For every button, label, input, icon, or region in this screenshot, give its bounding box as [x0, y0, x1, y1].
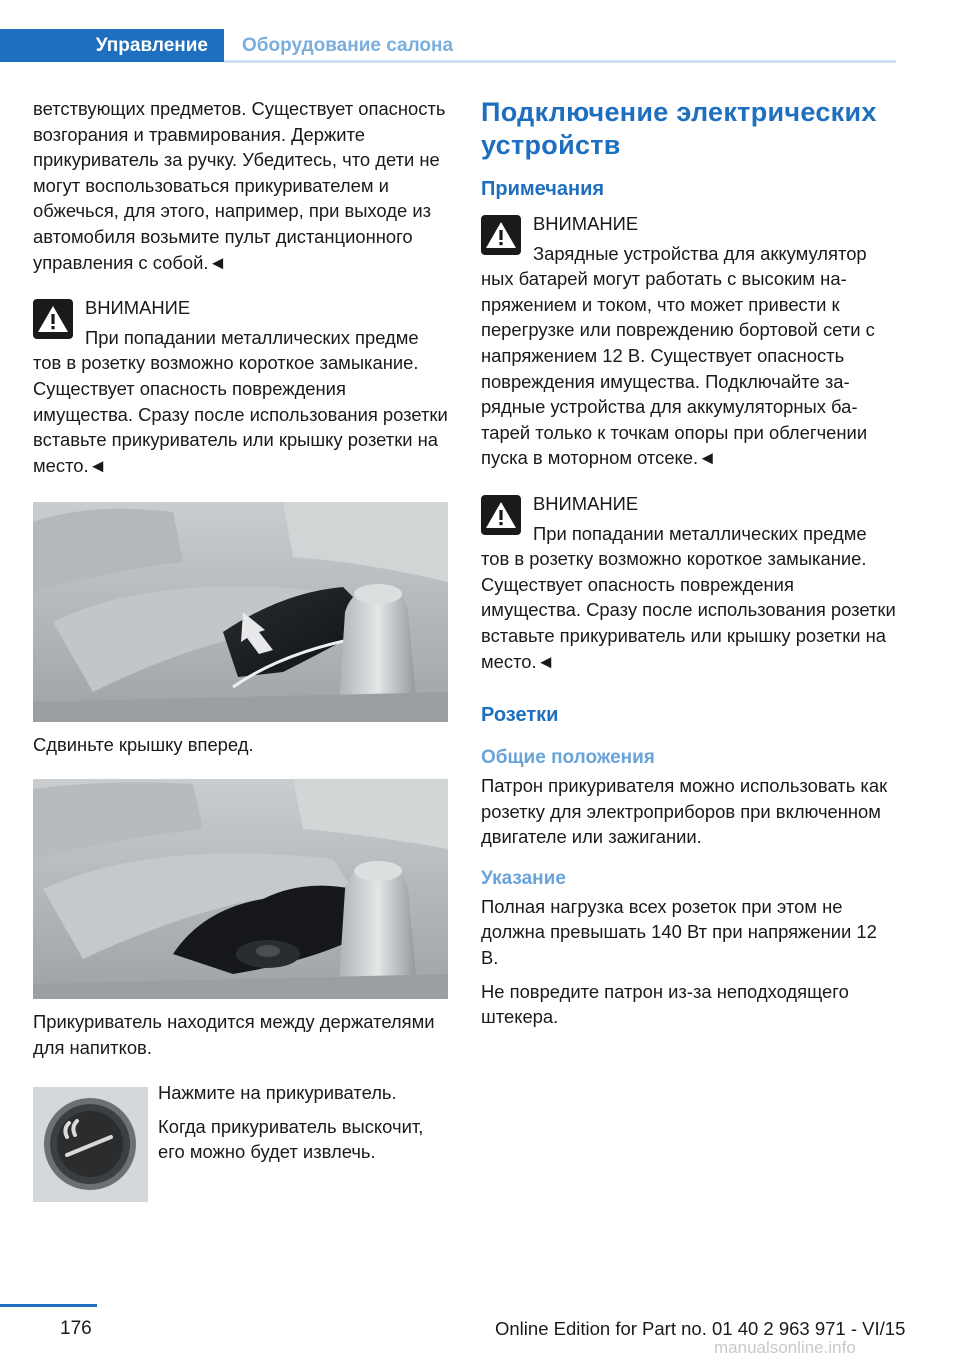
warning-first-line: При попадании металлических предме	[533, 522, 867, 544]
edition-info: Online Edition for Part no. 01 40 2 963 971 - VI/15	[495, 1318, 906, 1339]
warning-icon	[481, 495, 521, 535]
warning-block	[33, 295, 448, 478]
warning-first-line: Зарядные устройства для аккумулятор	[533, 242, 867, 264]
note-text: Полная нагрузка всех розеток при этом не должна превышать 140 Вт при напряжении 12 В.	[481, 895, 877, 969]
warning-first-line: При попадании металлических предме	[85, 326, 419, 348]
photo-cup-holders	[33, 779, 448, 999]
intro-text: ветствующих предметов. Существует опасность возгорания и травмирования. Держите прикуриватель за ручку. Убедитесь, что дети не могут воспользоваться прикуривателем и обжечься, для этого, например, при выходе из автомобиля возьмите пульт дистанционного управления с собой.◄	[33, 98, 446, 273]
lighter-block	[33, 1080, 448, 1200]
right-column	[481, 96, 896, 1030]
footer-rule	[0, 1304, 97, 1307]
warning-block	[481, 491, 896, 674]
note-text-2: Не повредите патрон из-за неподходящего штекера.	[481, 980, 849, 1028]
warning-title: ВНИМАНИЕ	[85, 297, 191, 319]
photo-console-cover	[33, 502, 448, 722]
warning-title: ВНИМАНИЕ	[533, 213, 639, 234]
header-rule	[224, 60, 896, 63]
header-tab-control[interactable]	[0, 29, 224, 62]
sockets-heading: Розетки	[481, 704, 559, 727]
warning-title: ВНИМАНИЕ	[533, 492, 639, 514]
warning-text: тов в розетку возможно короткое замыкание. Существует опасность повреждения имущества. Сразу после использования розетки вставьте прикуриватель или крышку розетки на место.◄	[33, 352, 448, 476]
notes-heading: Примечания	[481, 178, 605, 200]
warning-text: ных батарей могут работать с высоким напряжением и током, что может привести к перегрузке или повреждению бортовой сети с напряжением 12 В. Существует опасность повреждения имущества. Подключайте зарядные устройства для аккумуляторных батарей только к точкам опоры при облегчении пуска в моторном отсеке.◄	[481, 268, 875, 469]
watermark: manualsonline.info	[714, 1338, 856, 1357]
warning-icon	[33, 299, 73, 339]
section-title: Подключение электрических устройств	[481, 97, 877, 160]
note-heading: Указание	[481, 867, 566, 889]
page-number: 176	[60, 1318, 92, 1339]
header-tab-interior[interactable]	[224, 29, 453, 62]
lighter-photo	[33, 1087, 148, 1202]
caption-cover: Сдвиньте крышку вперед.	[33, 734, 254, 756]
warning-icon	[481, 215, 521, 255]
left-column	[33, 96, 448, 1200]
lighter-text-press: Нажмите на прикуриватель.	[158, 1082, 397, 1104]
warning-block	[481, 211, 896, 471]
warning-text: тов в розетку возможно короткое замыкание. Существует опасность повреждения имущества. Сразу после использования розетки вставьте прикуриватель или крышку розетки на место.◄	[481, 548, 896, 672]
general-text: Патрон прикуривателя можно использовать как розетку для электроприборов при включенном двигателе или зажигании.	[481, 775, 888, 848]
lighter-text-eject: Когда прикуриватель выскочит, его можно будет извлечь.	[158, 1115, 424, 1163]
general-heading: Общие положения	[481, 747, 655, 769]
caption-cup-holders: Прикуриватель находится между держателями для напитков.	[33, 1010, 435, 1058]
header-tab-label: Управление	[95, 34, 208, 56]
header-tab-label: Оборудование салона	[242, 34, 454, 56]
